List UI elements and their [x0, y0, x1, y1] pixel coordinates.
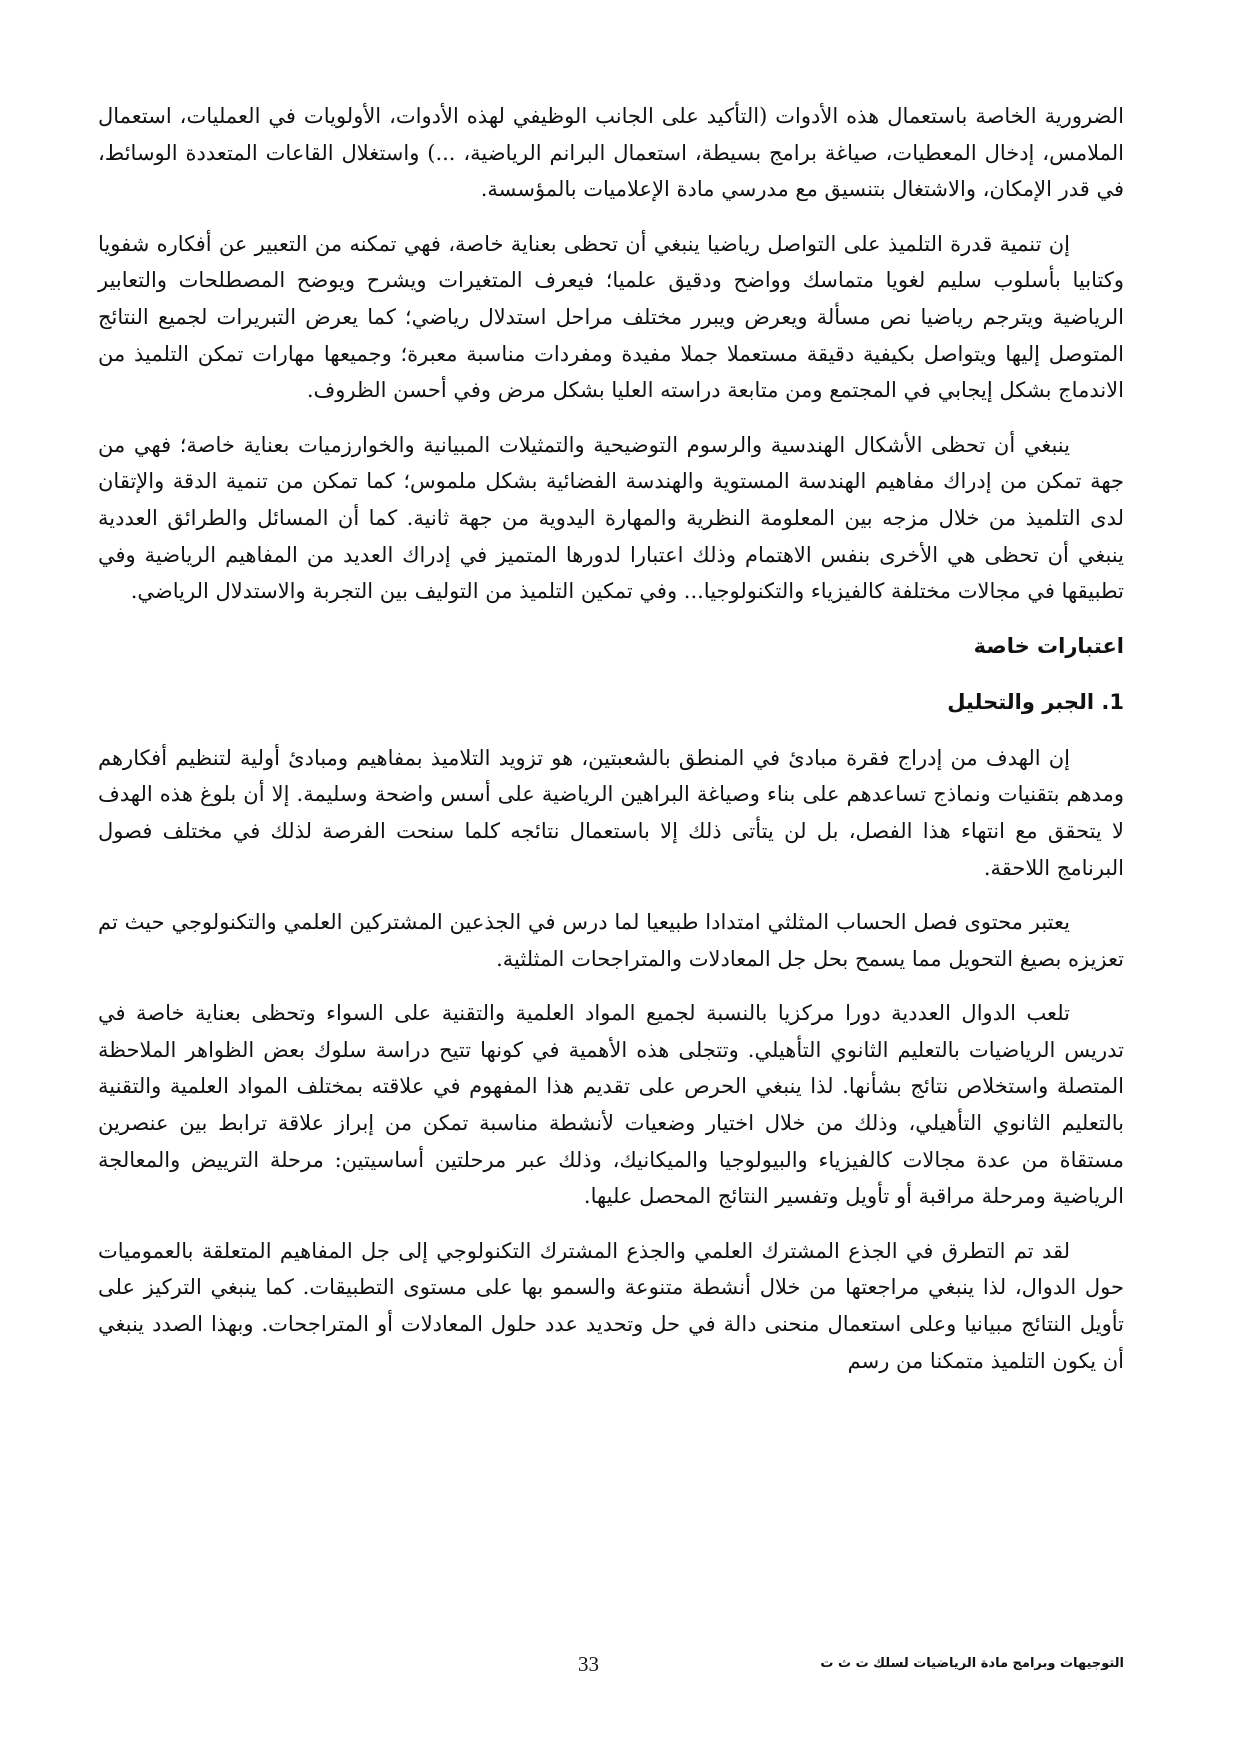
page-body [98, 98, 1124, 1397]
paragraph-trigonometry: يعتبر محتوى فصل الحساب المثلثي امتدادا طبيعيا لما درس في الجذعين المشتركين العلمي والتكنولوجي حيث تم تعزيزه بصيغ التحويل مما يسمح بحل جل المعادلات والمتراجحات المثلثية. [98, 910, 1124, 971]
heading-algebra-analysis: 1. الجبر والتحليل [947, 689, 1124, 714]
paragraph-logic-principles: إن الهدف من إدراج فقرة مبادئ في المنطق بالشعبتين، هو تزويد التلاميذ بمفاهيم ومبادئ أولية لتنظيم أفكارهم ومدهم بتقنيات ونماذج تساعدهم على بناء وصياغة البراهين الرياضية على أسس واضحة وسليمة. إلا أن بلوغ هذه الهدف لا يتحقق مع انتهاء هذا الفصل، بل لن يتأتى ذلك إلا باستعمال نتائجه كلما سنحت الفرصة لذلك في مختلف فصول البرنامج اللاحقة. [98, 745, 1124, 880]
page-number: 33 [578, 1652, 599, 1676]
footer-document-title: التوجيهات وبرامج مادة الرياضيات لسلك ت ث ت [820, 1656, 1124, 1671]
paragraph-functions-generalities: لقد تم التطرق في الجذع المشترك العلمي والجذع المشترك التكنولوجي إلى جل المفاهيم المتعلقة بالعموميات حول الدوال، لذا ينبغي مراجعتها من خلال أنشطة متنوعة والسمو بها على مستوى التطبيقات. كما ينبغي التركيز على تأويل النتائج مبيانيا وعلى استعمال منحنى دالة في حل وتحديد عدد حلول المعادلات أو المتراجحات. وبهذا الصدد ينبغي أن يكون التلميذ متمكنا من رسم [98, 1238, 1124, 1373]
paragraph-tools-usage: الضرورية الخاصة باستعمال هذه الأدوات (التأكيد على الجانب الوظيفي لهذه الأدوات، الأولويات في العمليات، استعمال الملامس، إدخال المعطيات، صياغة برامج بسيطة، استعمال البرانم الرياضية، ...) واستغلال القاعات المتعددة الوسائط، في قدر الإمكان، والاشتغال بتنسيق مع مدرسي مادة الإعلاميات بالمؤسسة. [98, 104, 1124, 202]
paragraph-geometry-figures: ينبغي أن تحظى الأشكال الهندسية والرسوم التوضيحية والتمثيلات المبيانية والخوارزميات بعناية خاصة؛ فهي من جهة تمكن من إدراك مفاهيم الهندسة المستوية والهندسة الفضائية بشكل ملموس؛ كما تمكن من تنمية الدقة والإتقان لدى التلميذ من خلال مزجه بين المعلومة النظرية والمهارة اليدوية من جهة ثانية. كما أن المسائل والطرائق العددية ينبغي أن تحظى هي الأخرى بنفس الاهتمام وذلك اعتبارا لدورها المتميز في إدراك العديد من المفاهيم الرياضية وفي تطبيقها في مجالات مختلفة كالفيزياء والتكنولوجيا... وفي تمكين التلميذ من التوليف بين التجربة والاستدلال الرياضي. [98, 432, 1124, 604]
paragraph-communication: إن تنمية قدرة التلميذ على التواصل رياضيا ينبغي أن تحظى بعناية خاصة، فهي تمكنه من التعبير عن أفكاره شفويا وكتابيا بأسلوب سليم لغويا متماسك وواضح ودقيق علميا؛ فيعرف المتغيرات ويشرح ويوضح المصطلحات والتعابير الرياضية ويترجم رياضيا نص مسألة ويعرض ويبرر مختلف مراحل استدلال رياضي؛ كما يعرض التبريرات لجميع النتائج المتوصل إليها ويتواصل بكيفية دقيقة مستعملا جملا مفيدة ومفردات مناسبة معبرة؛ وجميعها مهارات تمكن التلميذ من الاندماج بشكل إيجابي في المجتمع ومن متابعة دراسته العليا بشكل مرض وفي أحسن الظروف. [98, 231, 1124, 403]
heading-special-considerations: اعتبارات خاصة [973, 633, 1124, 658]
paragraph-numeric-functions: تلعب الدوال العددية دورا مركزيا بالنسبة لجميع المواد العلمية والتقنية على السواء وتحظى بعناية خاصة في تدريس الرياضيات بالتعليم الثانوي التأهيلي. وتتجلى هذه الأهمية في كونها تتيح دراسة سلوك بعض الظواهر الملاحظة المتصلة واستخلاص نتائج بشأنها. لذا ينبغي الحرص على تقديم هذا المفهوم في علاقته بمختلف المواد العلمية والتقنية بالتعليم الثانوي التأهيلي، وذلك من خلال اختيار وضعيات لأنشطة مناسبة تمكن من إبراز علاقة ترابط بين عنصرين مستقاة من عدة مجالات كالفيزياء والبيولوجيا والميكانيك، وذلك عبر مرحلتين أساسيتين: مرحلة الترييض والمعالجة الرياضية ومرحلة مراقبة أو تأويل وتفسير النتائج المحصل عليها. [98, 1001, 1124, 1209]
page-footer [98, 1652, 1124, 1682]
